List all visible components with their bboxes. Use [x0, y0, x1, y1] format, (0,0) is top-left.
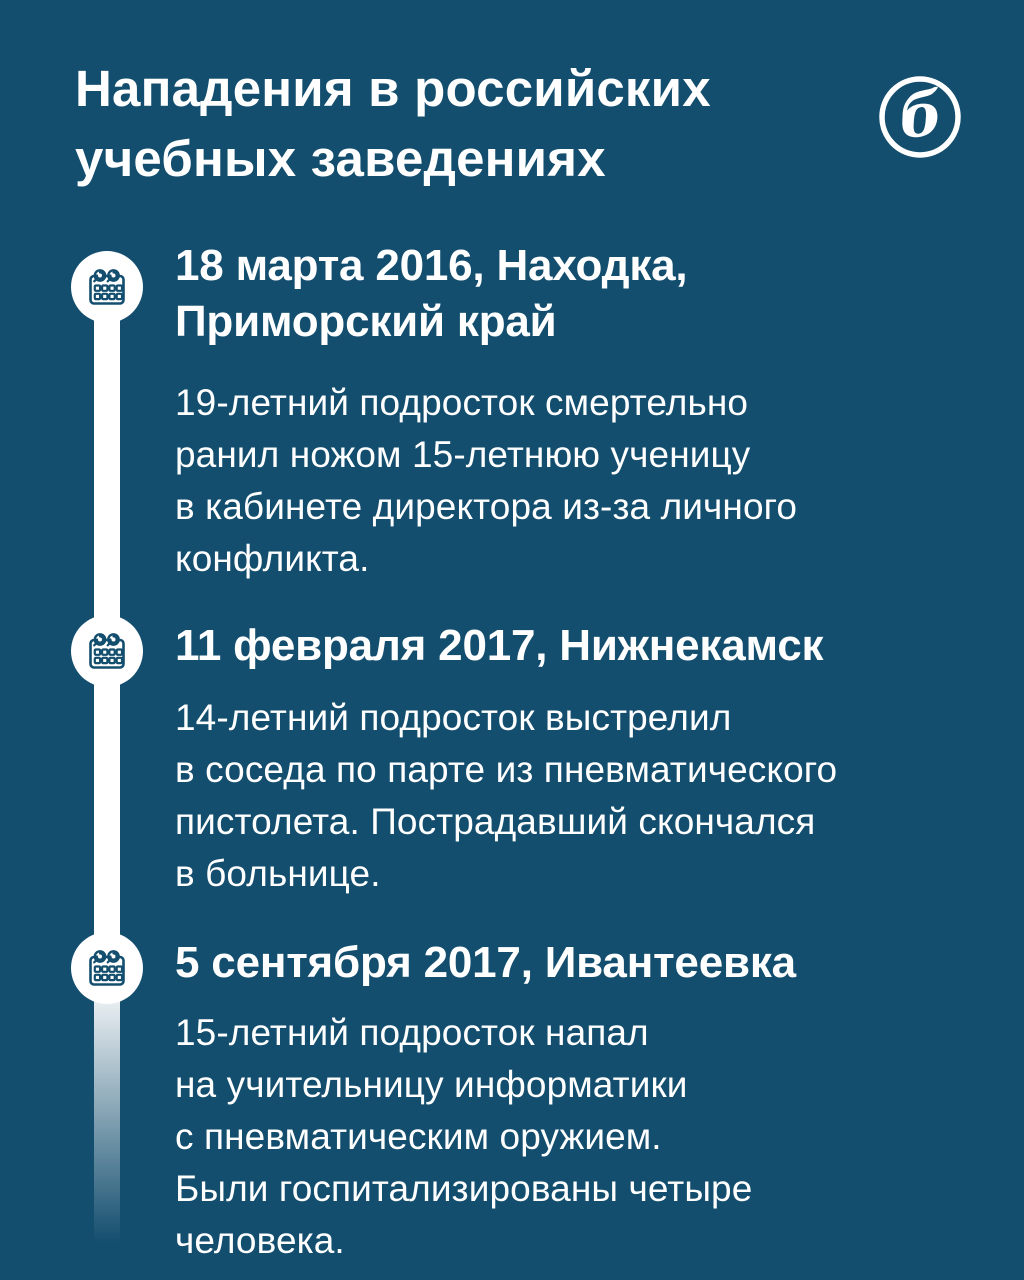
kommersant-logo-icon [877, 74, 963, 160]
timeline-entry [175, 618, 975, 900]
entry-date-heading: 11 февраля 2017, Нижнекамск [175, 621, 824, 670]
entry-date-heading: 5 сентября 2017, Ивантеевка [175, 938, 796, 987]
page-title [75, 54, 711, 194]
entry-description: 19-летний подросток смертельно ранил ножом 15-летнюю ученицу в кабинете директора из-за личного конфликта. [175, 382, 798, 579]
entry-description: 14-летний подросток выстрелил в соседа по парте из пневматического пистолета. Пострадавший скончался в больнице. [175, 697, 838, 894]
calendar-icon [83, 944, 131, 992]
entry-date-heading: 18 марта 2016, Находка, Приморский край [175, 241, 688, 346]
page-title-line-2: учебных заведениях [75, 130, 606, 187]
timeline-entry [175, 238, 975, 585]
calendar-icon [83, 263, 131, 311]
svg-text:б: б [895, 78, 947, 153]
timeline-entry [175, 935, 975, 1267]
page-title-line-1: Нападения в российских [75, 60, 711, 117]
timeline-line [94, 287, 120, 1243]
timeline-node [71, 615, 143, 687]
timeline-node [71, 251, 143, 323]
calendar-icon [83, 627, 131, 675]
timeline-node [71, 932, 143, 1004]
entry-description: 15-летний подросток напал на учительницу информатики с пневматическим оружием. Были госпитализированы четыре человека. [175, 1012, 753, 1261]
